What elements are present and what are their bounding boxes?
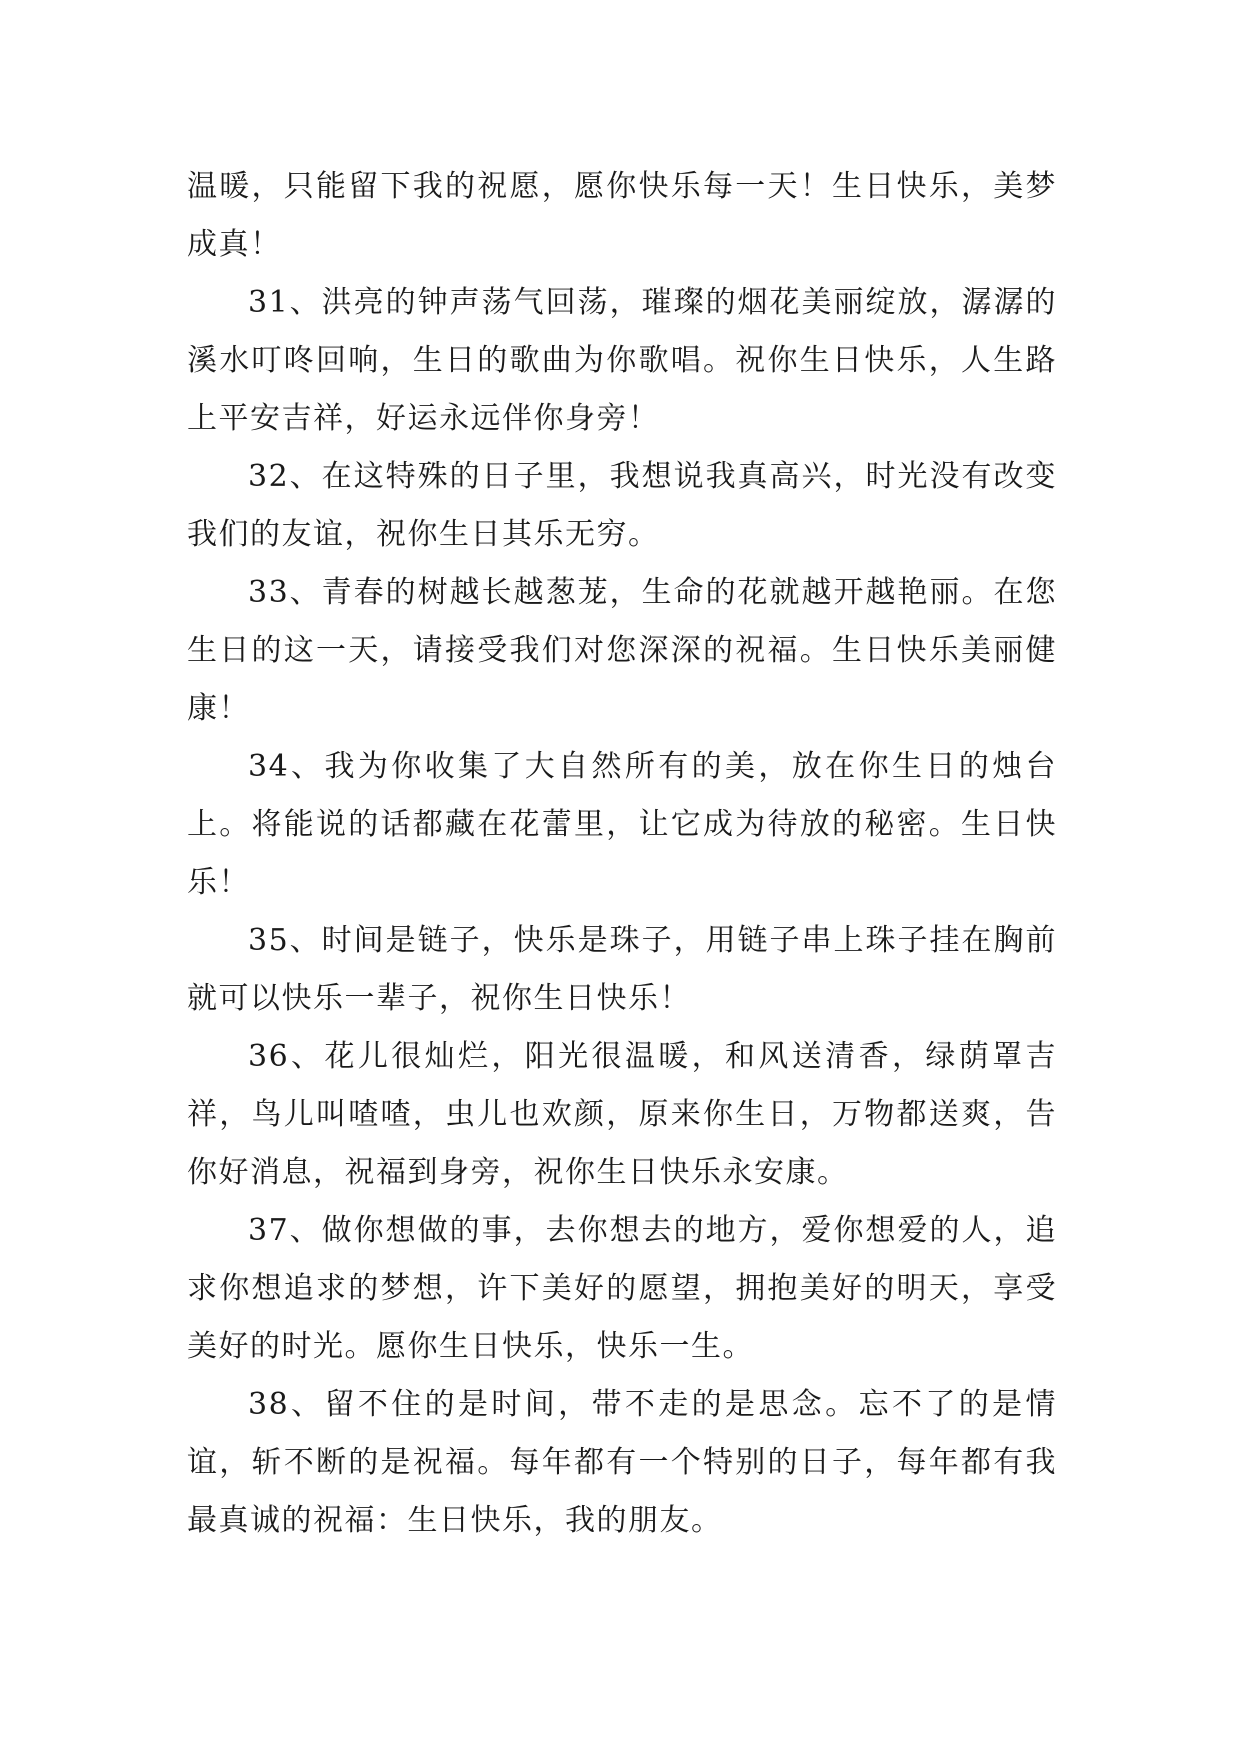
paragraph-37: 37、做你想做的事，去你想去的地方，爱你想爱的人，追求你想追求的梦想，许下美好的愿望，拥抱美好的明天，享受美好的时光。愿你生日快乐，快乐一生。 xyxy=(187,1213,1057,1364)
paragraph-34: 34、我为你收集了大自然所有的美，放在你生日的烛台上。将能说的话都藏在花蕾里，让它成为待放的秘密。生日快乐！ xyxy=(187,749,1057,900)
paragraph-32: 32、在这特殊的日子里，我想说我真高兴，时光没有改变我们的友谊，祝你生日其乐无穷。 xyxy=(187,459,1057,552)
paragraph-33: 33、青春的树越长越葱茏，生命的花就越开越艳丽。在您生日的这一天，请接受我们对您深深的祝福。生日快乐美丽健康！ xyxy=(187,575,1057,726)
paragraph-continuation: 温暖，只能留下我的祝愿，愿你快乐每一天！生日快乐，美梦成真！ xyxy=(187,169,1057,262)
document-body xyxy=(187,158,1057,1550)
paragraph-35: 35、时间是链子，快乐是珠子，用链子串上珠子挂在胸前就可以快乐一辈子，祝你生日快乐！ xyxy=(187,923,1057,1016)
paragraph-31: 31、洪亮的钟声荡气回荡，璀璨的烟花美丽绽放，潺潺的溪水叮咚回响，生日的歌曲为你歌唱。祝你生日快乐，人生路上平安吉祥，好运永远伴你身旁！ xyxy=(187,285,1057,436)
paragraph-38: 38、留不住的是时间，带不走的是思念。忘不了的是情谊，斩不断的是祝福。每年都有一个特别的日子，每年都有我最真诚的祝福：生日快乐，我的朋友。 xyxy=(187,1387,1057,1538)
paragraph-36: 36、花儿很灿烂，阳光很温暖，和风送清香，绿荫罩吉祥，鸟儿叫喳喳，虫儿也欢颜，原来你生日，万物都送爽，告你好消息，祝福到身旁，祝你生日快乐永安康。 xyxy=(187,1039,1057,1190)
